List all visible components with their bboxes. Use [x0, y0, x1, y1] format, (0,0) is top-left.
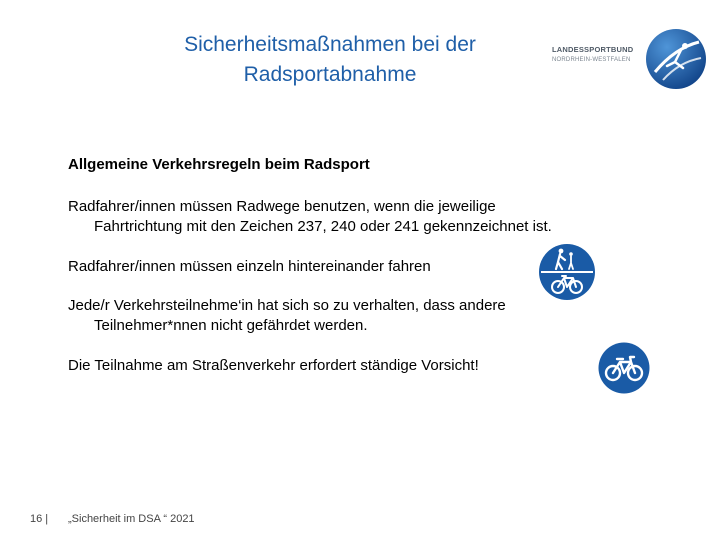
rule-3-line-1: Jede/r Verkehrsteilnehme‘in hat sich so zu verhalten, dass andere	[68, 297, 506, 314]
rule-paragraph-4	[68, 356, 479, 376]
title-line-1: Sicherheitsmaßnahmen bei der	[184, 33, 476, 56]
page-title	[120, 30, 540, 90]
bicycle-path-sign-icon	[596, 340, 652, 396]
page-number: 16 |	[30, 513, 49, 525]
logo-emblem-icon	[645, 28, 707, 90]
rule-paragraph-2	[68, 257, 431, 277]
pedestrian-and-bicycle-sign-icon	[536, 241, 598, 303]
rule-2-line-1: Radfahrer/innen müssen einzeln hintereinander fahren	[68, 258, 431, 275]
footer-text: „Sicherheit im DSA “ 2021	[68, 513, 195, 525]
landessportbund-logo	[548, 28, 708, 92]
logo-text	[552, 45, 647, 65]
logo-line-1: LANDESSPORTBUND	[552, 45, 634, 54]
rule-paragraph-1	[68, 197, 668, 237]
logo-line-2: NORDRHEIN-WESTFALEN	[552, 57, 631, 63]
section-heading: Allgemeine Verkehrsregeln beim Radsport	[68, 156, 370, 173]
title-line-2: Radsportabnahme	[243, 63, 417, 86]
rule-1-line-2: Fahrtrichtung mit den Zeichen 237, 240 oder 241 gekennzeichnet ist.	[94, 218, 552, 235]
rule-3-line-2: Teilnehmer*nnen nicht gefährdet werden.	[94, 317, 368, 334]
rule-1-line-1: Radfahrer/innen müssen Radwege benutzen, wenn die jeweilige	[68, 198, 496, 215]
rule-4-line-1: Die Teilnahme am Straßenverkehr erfordert ständige Vorsicht!	[68, 357, 479, 374]
